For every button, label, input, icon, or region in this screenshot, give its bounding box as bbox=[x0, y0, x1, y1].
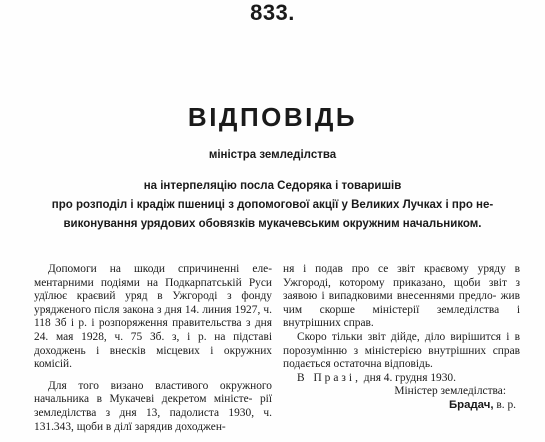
text-line: правительства з дня 24. мая 1928, ч. 75 bbox=[34, 317, 272, 343]
date-line bbox=[283, 372, 520, 386]
text-line: линия 1927, ч. 118 Зб і р. і розпоряження bbox=[34, 303, 272, 330]
signature-block bbox=[283, 399, 520, 413]
text-line: Для того визано властивого окружного bbox=[48, 379, 272, 392]
date-text: дня 4. грудня 1930. bbox=[363, 371, 456, 384]
text-line: Руси удїлює краєвий уряд в Ужгороді з bbox=[34, 276, 272, 303]
signature-suffix: в. р. bbox=[496, 398, 516, 411]
text-line: рії земледілства з дня 13, падолиста 1930, bbox=[34, 393, 272, 419]
left-paragraph-2 bbox=[34, 380, 272, 434]
text-line: ментарними подіями на Подкарпатській bbox=[34, 276, 242, 289]
text-line: ч. 131.343, щоби в ділї зарядив доходжен- bbox=[34, 406, 272, 433]
right-paragraph-2 bbox=[283, 331, 520, 372]
document-title: ВІДПОВІДЬ bbox=[187, 102, 358, 132]
text-line: жив чим скорше міністерії земледілства bbox=[283, 290, 520, 316]
right-column bbox=[283, 263, 520, 413]
text-line: справ подається остаточна відповідь. bbox=[283, 344, 520, 371]
left-column bbox=[34, 263, 272, 434]
right-paragraph-1 bbox=[283, 263, 520, 331]
place-name: В Празі, bbox=[297, 371, 361, 384]
text-line: і в порозумінню з міністерією внутрішних bbox=[283, 330, 520, 357]
text-line: і внутрішних справ. bbox=[283, 303, 520, 330]
left-paragraph-1 bbox=[34, 263, 272, 372]
text-line: Скоро тільки звіт дійде, діло вирішится bbox=[297, 330, 502, 343]
heading-subject-line-1: на інтерпеляцію посла Седоряка і товаришів bbox=[143, 180, 402, 192]
text-line: начальника в Мукачеві декретом міністе- bbox=[34, 393, 253, 406]
text-line: Ужгороді, которому приказано, щоби звіт bbox=[283, 276, 507, 289]
signature-role: Міністер земледілства: bbox=[394, 385, 506, 398]
heading-subject-line-2: про розподіл і крадіж пшениці з допомогової акції у Великих Лучках і про не- bbox=[51, 199, 494, 211]
text-line: з заявою і випадковими внесеннями предло- bbox=[283, 276, 520, 303]
signature-name: Брадач, bbox=[448, 398, 494, 411]
page-number: 833. bbox=[250, 0, 295, 25]
heading-author: міністра земледілства bbox=[208, 149, 337, 161]
text-line: фонду урядженого після закона з дня 14. bbox=[34, 290, 272, 316]
text-line: місцевих і окружних комісій. bbox=[34, 344, 272, 371]
text-line: ня і подав про се звіт краєвому уряду в bbox=[283, 263, 520, 275]
text-line: Зб. з, і р. на підставі доходжень і внесків bbox=[34, 330, 272, 357]
text-line: Допомоги на шкоди спричиненні еле- bbox=[48, 263, 272, 275]
heading-subject-line-3: виконування урядових обовязків мукачевським окружним начальником. bbox=[63, 218, 482, 230]
